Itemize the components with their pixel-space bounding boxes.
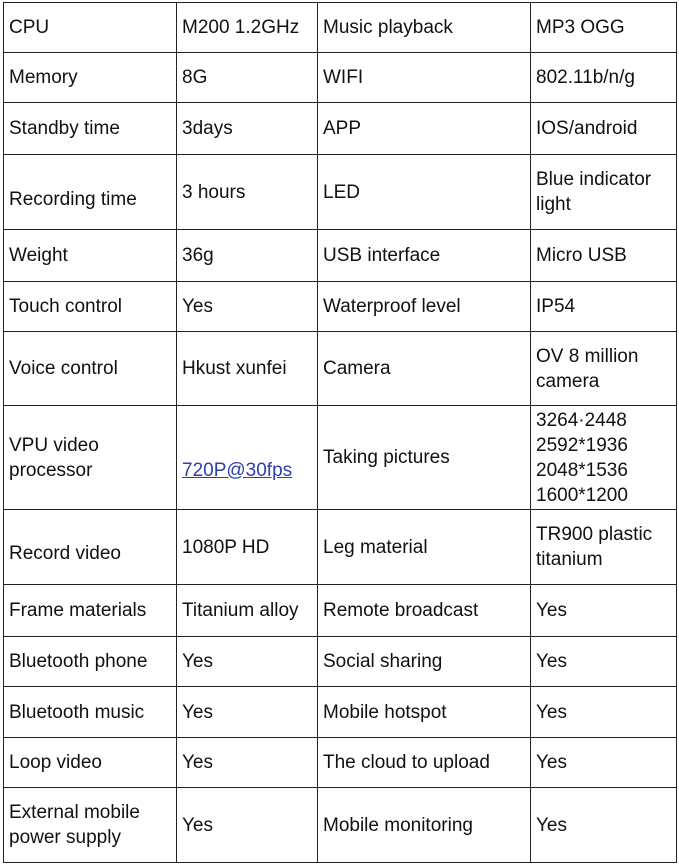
spec-value: Yes	[177, 738, 318, 788]
spec-label: Memory	[4, 53, 177, 103]
spec-value: 802.11b/n/g	[531, 53, 677, 103]
spec-label: Recording time	[4, 155, 177, 230]
spec-label: Standby time	[4, 103, 177, 155]
spec-label: CPU	[4, 3, 177, 53]
spec-value: 1080P HD	[177, 510, 318, 585]
spec-label: Music playback	[318, 3, 531, 53]
table-row	[4, 282, 677, 332]
spec-label: External mobile power supply	[4, 788, 177, 863]
table-row	[4, 406, 677, 510]
spec-label: Taking pictures	[318, 406, 531, 510]
spec-value: Yes	[177, 788, 318, 863]
spec-value: Blue indicator light	[531, 155, 677, 230]
spec-label: WIFI	[318, 53, 531, 103]
spec-label: APP	[318, 103, 531, 155]
table-row	[4, 155, 677, 230]
spec-label: Camera	[318, 332, 531, 406]
table-row	[4, 332, 677, 406]
spec-label: Remote broadcast	[318, 585, 531, 637]
table-row	[4, 788, 677, 863]
spec-value: Yes	[177, 687, 318, 738]
spec-value: Yes	[531, 788, 677, 863]
spec-value: Yes	[177, 637, 318, 687]
spec-label: Leg material	[318, 510, 531, 585]
spec-label: Weight	[4, 230, 177, 282]
spec-label: Bluetooth phone	[4, 637, 177, 687]
spec-label: Mobile hotspot	[318, 687, 531, 738]
spec-value: OV 8 million camera	[531, 332, 677, 406]
spec-label: Record video	[4, 510, 177, 585]
spec-value: 3 hours	[177, 155, 318, 230]
spec-value: IOS/android	[531, 103, 677, 155]
specifications-table	[3, 2, 677, 863]
spec-label: Waterproof level	[318, 282, 531, 332]
spec-value: Titanium alloy	[177, 585, 318, 637]
table-row	[4, 637, 677, 687]
table-row	[4, 230, 677, 282]
table-row	[4, 510, 677, 585]
spec-label: Frame materials	[4, 585, 177, 637]
spec-value: MP3 OGG	[531, 3, 677, 53]
spec-label: Mobile monitoring	[318, 788, 531, 863]
table-row	[4, 738, 677, 788]
spec-value: Yes	[531, 637, 677, 687]
spec-value: Yes	[531, 738, 677, 788]
spec-value: TR900 plastic titanium	[531, 510, 677, 585]
video-spec-link[interactable]: 720P@30fps	[182, 459, 293, 481]
spec-value: Yes	[177, 282, 318, 332]
table-row	[4, 103, 677, 155]
spec-label: Loop video	[4, 738, 177, 788]
spec-label: USB interface	[318, 230, 531, 282]
spec-label: Social sharing	[318, 637, 531, 687]
table-row	[4, 53, 677, 103]
spec-value: M200 1.2GHz	[177, 3, 318, 53]
table-row	[4, 585, 677, 637]
spec-value: Yes	[531, 687, 677, 738]
table-row	[4, 3, 677, 53]
spec-value-link-cell	[177, 406, 318, 510]
spec-value: IP54	[531, 282, 677, 332]
spec-label: Bluetooth music	[4, 687, 177, 738]
spec-label: Touch control	[4, 282, 177, 332]
spec-label: Voice control	[4, 332, 177, 406]
spec-value: Hkust xunfei	[177, 332, 318, 406]
spec-value: Yes	[531, 585, 677, 637]
spec-value: Micro USB	[531, 230, 677, 282]
spec-value: 36g	[177, 230, 318, 282]
spec-label: VPU video processor	[4, 406, 177, 510]
spec-label: LED	[318, 155, 531, 230]
spec-value: 8G	[177, 53, 318, 103]
spec-label: The cloud to upload	[318, 738, 531, 788]
spec-value: 3days	[177, 103, 318, 155]
table-row	[4, 687, 677, 738]
spec-value: 3264·2448 2592*1936 2048*1536 1600*1200	[531, 406, 677, 510]
